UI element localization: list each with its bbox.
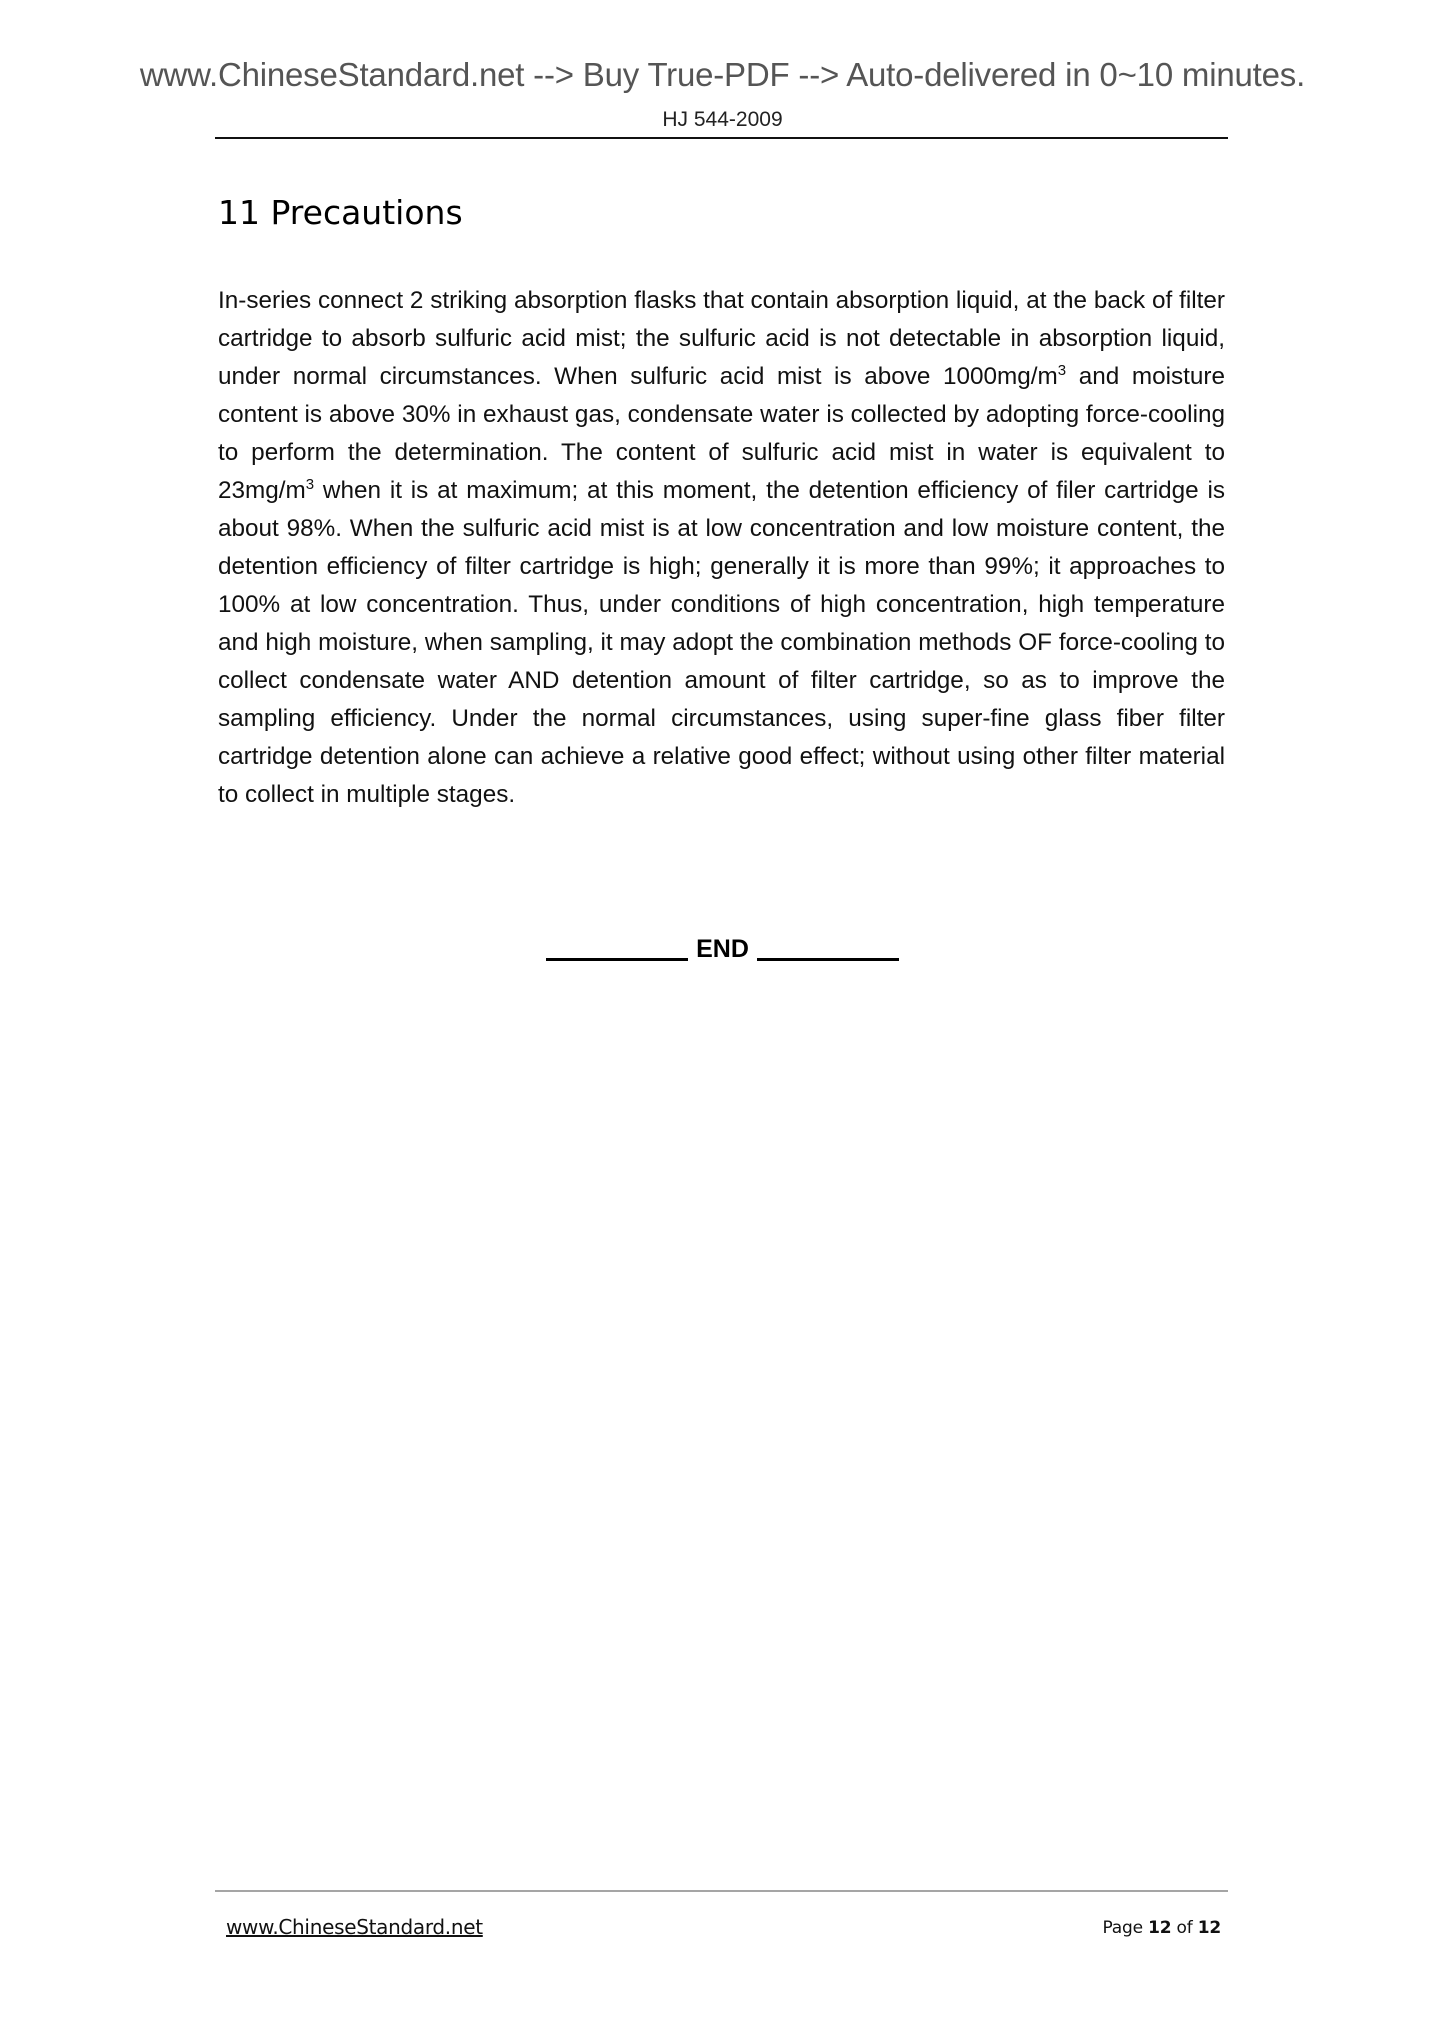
- page-current: 12: [1148, 1918, 1172, 1938]
- footer-website-link[interactable]: www.ChineseStandard.net: [226, 1915, 483, 1939]
- paragraph-text-part-1: In-series connect 2 striking absorption flasks that contain absorption liquid, at the back of filter cartridge to absorb sulfuric acid mist; the sulfuric acid is not detectable in absorption liquid, under normal circumstances. When sulfuric acid mist is above 1000mg/m: [218, 287, 1225, 390]
- end-rule-left: [546, 958, 688, 961]
- end-label: END: [696, 935, 749, 963]
- superscript-cubed: 3: [1057, 362, 1067, 379]
- header-divider: [215, 137, 1228, 139]
- page-prefix: Page: [1102, 1918, 1149, 1938]
- page-total: 12: [1197, 1918, 1221, 1938]
- paragraph-text-part-2: and moisture content is above 30% in exhaust gas, condensate water is collected by adopting force-cooling to perform the determination. The content of sulfuric acid mist in water is equivalent to 23mg/m: [218, 363, 1225, 504]
- section-title: 11 Precautions: [218, 193, 463, 232]
- document-code: HJ 544-2009: [662, 108, 783, 131]
- superscript-cubed: 3: [305, 476, 315, 493]
- top-banner: www.ChineseStandard.net --> Buy True-PDF --> Auto-delivered in 0~10 minutes.: [139, 56, 1306, 93]
- end-rule-right: [757, 958, 899, 961]
- end-marker: [0, 935, 1445, 964]
- footer-divider: [215, 1890, 1228, 1892]
- paragraph-text-part-3: when it is at maximum; at this moment, the detention efficiency of filer cartridge is about 98%. When the sulfuric acid mist is at low concentration and low moisture content, the detention efficiency of filter cartridge is high; generally it is more than 99%; it approaches to 100% at low concentration. Thus, under conditions of high concentration, high temperature and high moisture, when sampling, it may adopt the combination methods OF force-cooling to collect condensate water AND detention amount of filter cartridge, so as to improve the sampling efficiency. Under the normal circumstances, using super-fine glass fiber filter cartridge detention alone can achieve a relative good effect; without using other filter material to collect in multiple stages.: [218, 477, 1225, 808]
- page-of: of: [1171, 1918, 1198, 1938]
- precautions-paragraph: [218, 282, 1225, 814]
- page-number: [1103, 1918, 1222, 1938]
